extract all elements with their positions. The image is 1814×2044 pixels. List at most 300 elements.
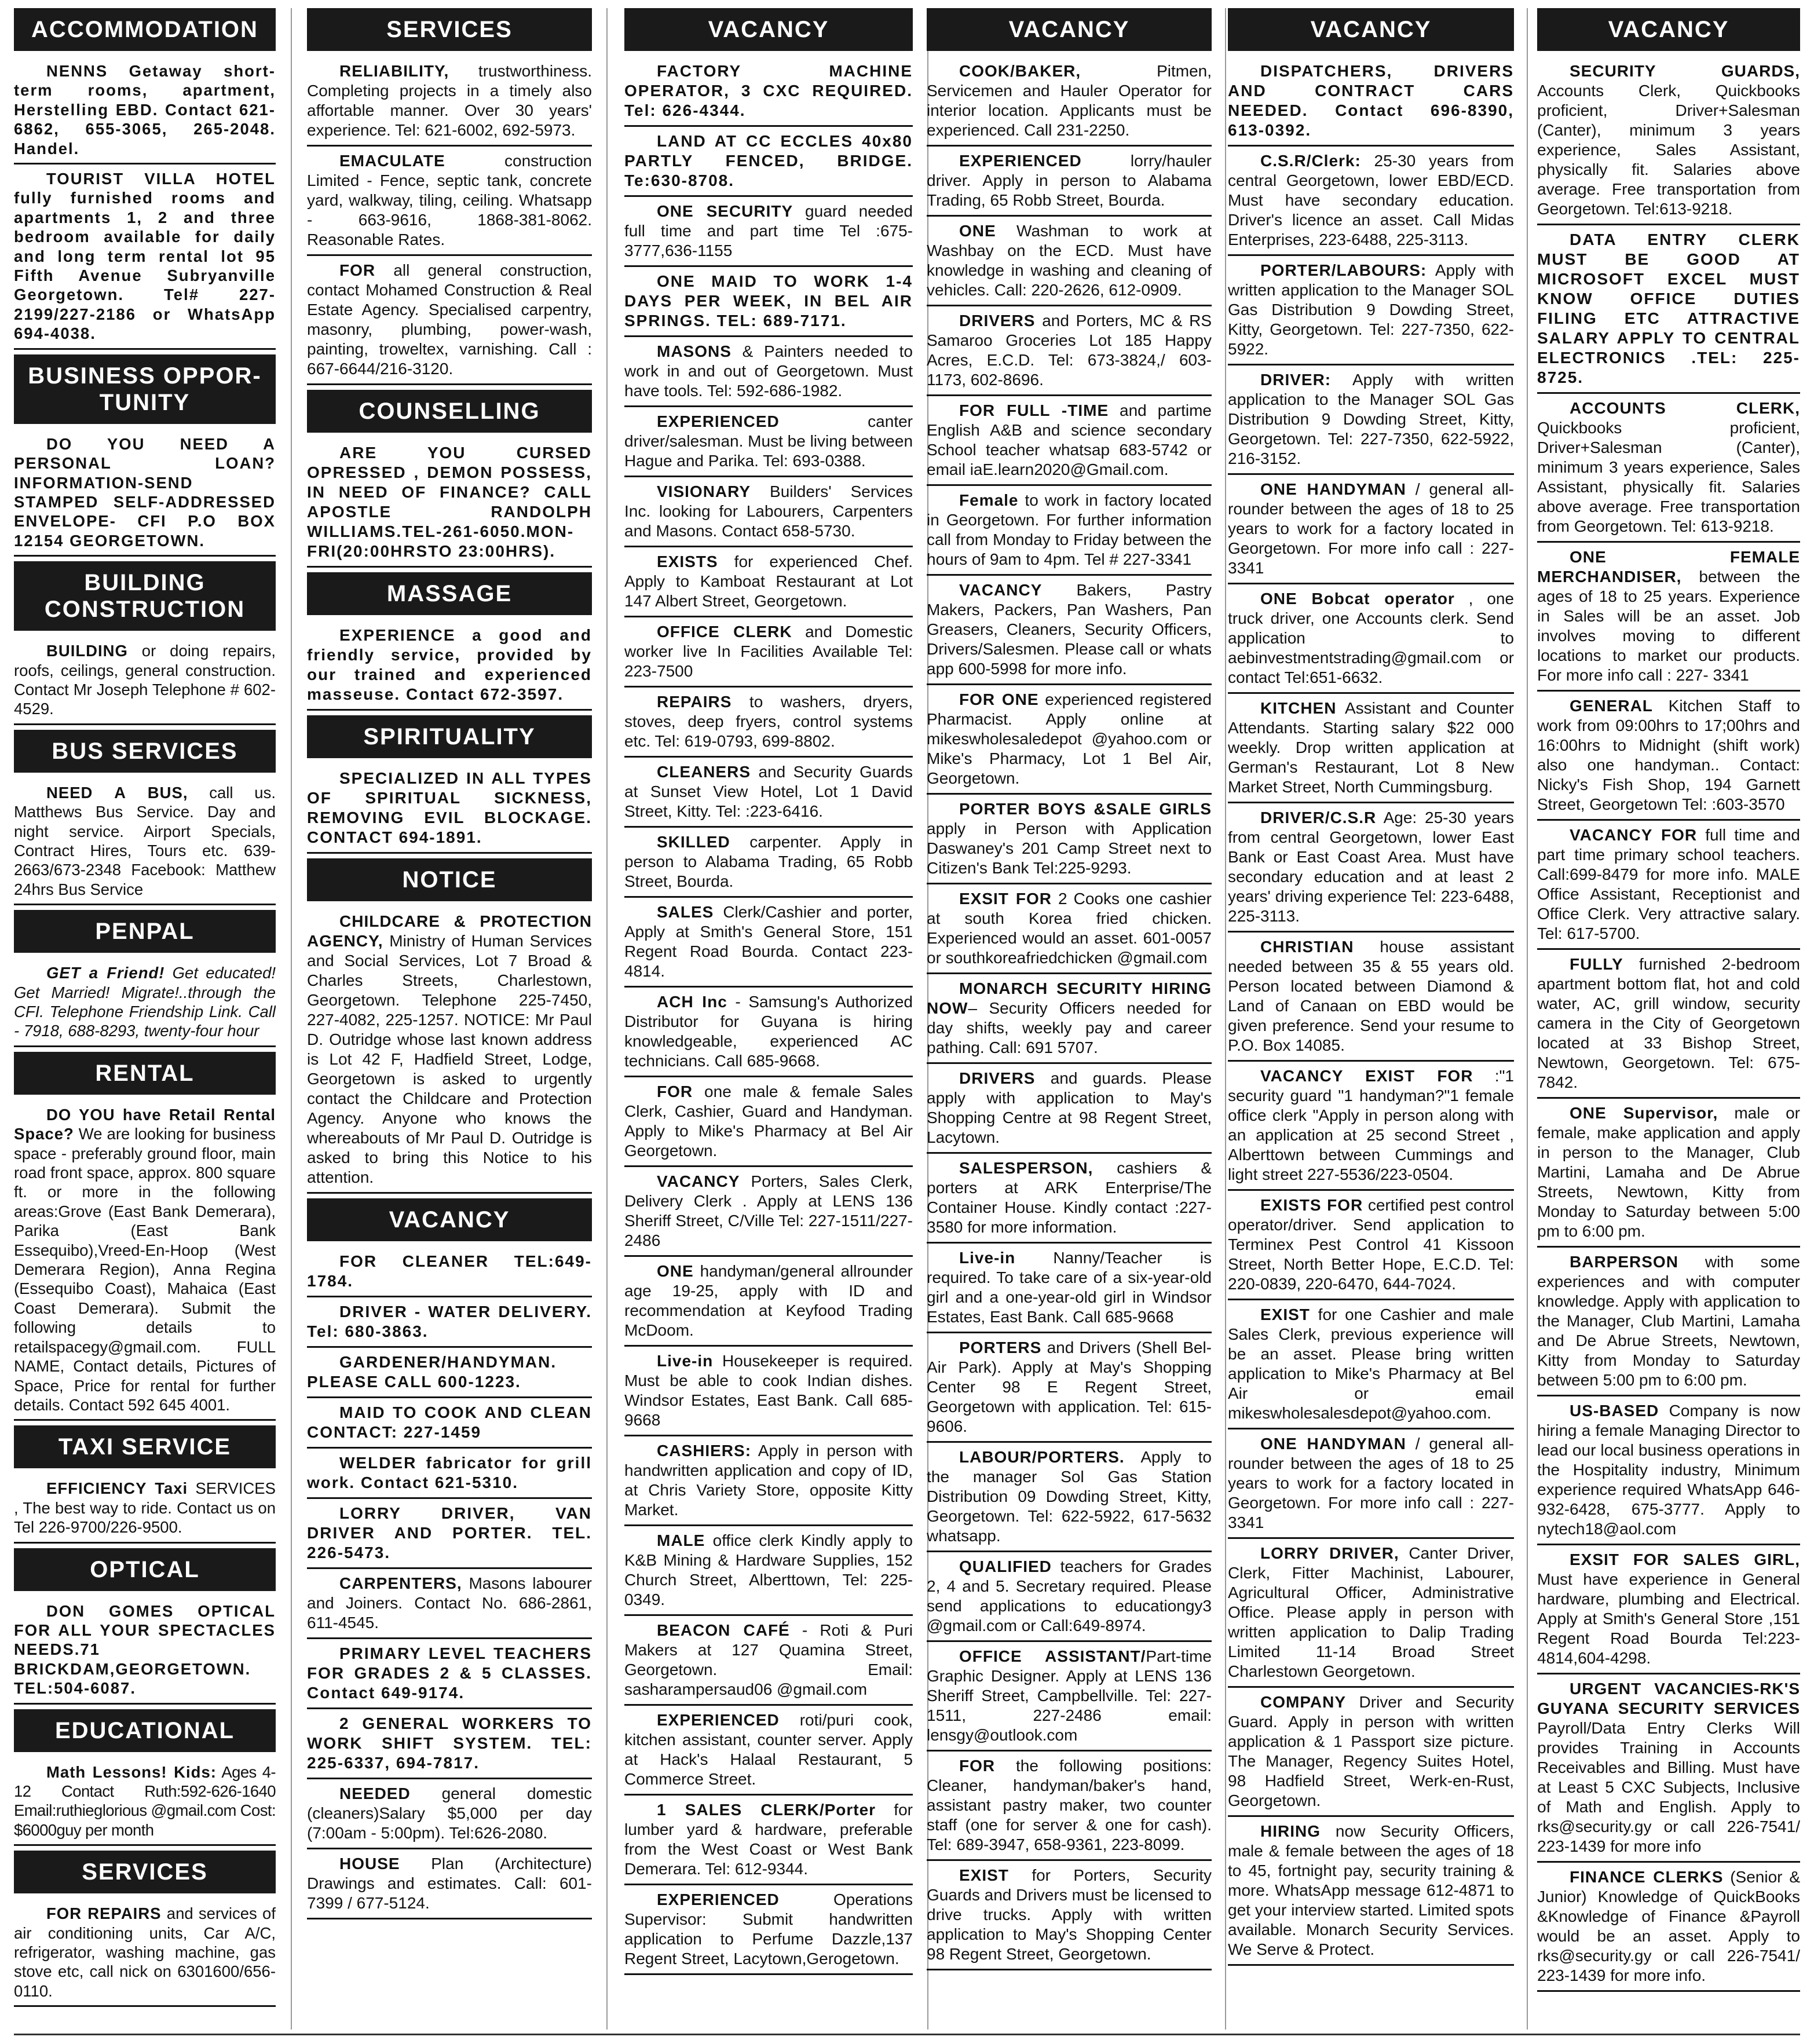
ad-text: handyman/general allrounder age 19-25, apply with ID and recommendation at Keyfood Trading McDoom. [624, 1262, 913, 1339]
ad-text: male or female, make application and apply in person to the Manager, Club Martini, Lamaha and De Abrue Streets, Newtown, Kitty from Monday to Saturday between 5:00 pm to 6:00 pm. [1537, 1104, 1800, 1240]
section-heading: BUILDING CONSTRUCTION [14, 561, 276, 631]
ad-text: SPECIALIZED IN ALL TYPES OF SPIRITUAL SICKNESS, REMOVING EVIL BLOCKAGE. CONTACT 694-1891. [307, 769, 592, 846]
section-heading: EDUCATIONAL [14, 1709, 276, 1752]
ad-text: Get educated! Get Married! Migrate!..through the CFI. Telephone Friendship Link. Call - 7918, 688-8293, twenty-four hour [14, 964, 276, 1040]
classified-ad [307, 1302, 592, 1348]
ad-lead: BARPERSON [1570, 1253, 1678, 1271]
classified-ad [1537, 547, 1800, 692]
classified-ad [14, 1601, 276, 1705]
classified-ad [307, 1504, 592, 1569]
classified-ad [927, 311, 1212, 396]
ad-text: - Roti & Puri Makers at 127 Quamina Street, Georgetown. Email: sasharampersaud06 @gmail.com [624, 1621, 913, 1698]
classified-ad [927, 799, 1212, 884]
column-divider [1527, 8, 1528, 2030]
ad-text: Apply with written application to the Manager SOL Gas Distribution 9 Dowding Street, Kitty, Georgetown. Tel: 227-7350, 622-5922. [1228, 261, 1514, 358]
ad-text: Housekeeper is required. Must be able to cook Indian dishes. Windsor Estates, East Bank. Call 685-9668 [624, 1352, 913, 1429]
ad-text: EXPERIENCE a good and friendly service, provided by our trained and experienced masseuse. Contact 672-3597. [307, 626, 592, 703]
ad-text: Must have experience in General hardware, plumbing and Electrical. Apply at Smith's General Store ,151 Regent Road Bourda Tel:223-4814,604-4298. [1537, 1570, 1800, 1667]
section-heading: ACCOMMODATION [14, 8, 276, 51]
ad-lead: 1 SALES CLERK/Porter [657, 1801, 876, 1819]
ad-text: Clerk/Cashier and porter, Apply at Smith's General Store, 151 Regent Road Bourda. Contact 223-4814. [624, 903, 913, 980]
ad-text: general domestic (cleaners)Salary $5,000 per day (7:00am - 5:00pm). Tel:626-2080. [307, 1785, 592, 1842]
classified-ad [624, 202, 913, 267]
ad-lead: DRIVERS [959, 312, 1036, 330]
ad-lead: RELIABILITY, [339, 62, 449, 80]
ad-text: , one truck driver, one Accounts clerk. Send application to aebinvestmentstrading@gmail.com or contact Tel:651-6632. [1228, 590, 1514, 686]
classified-ad [927, 1338, 1212, 1443]
ad-lead: CLEANERS [657, 763, 751, 781]
ad-text: Apply with written application to the Manager SOL Gas Distribution 9 Dowding Street, Kitty, Georgetown. Tel: 227-7350, 622-5922, 216-3152. [1228, 371, 1514, 467]
ad-lead: NEED A BUS, [46, 783, 188, 802]
ad-text: & Painters needed to work in and out of Georgetown. Must have tools. Tel: 592-686-1982. [624, 342, 913, 400]
classified-ad [624, 1172, 913, 1257]
section-heading: COUNSELLING [307, 390, 592, 433]
section-heading: OPTICAL [14, 1548, 276, 1591]
ad-lead: GENERAL [1570, 697, 1653, 715]
classified-ad [1537, 955, 1800, 1099]
ad-text: one male & female Sales Clerk, Cashier, Guard and Handyman. Apply to Mike's Pharmacy at Bel Air Georgetown. [624, 1083, 913, 1160]
column-5 [1228, 8, 1514, 2030]
ad-lead: Live-in [959, 1249, 1016, 1267]
ad-lead: EXSIT FOR SALES GIRL, [1570, 1551, 1800, 1568]
ad-lead: URGENT VACANCIES-RK'S GUYANA SECURITY SERVICES [1537, 1680, 1800, 1717]
ad-lead: MALE [657, 1531, 705, 1549]
ad-text: canter driver/salesman. Must be living between Hague and Parika. Tel: 693-0388. [624, 412, 913, 470]
ad-lead: EXPERIENCED [657, 412, 780, 430]
page-bottom-rule [14, 2034, 1800, 2035]
classified-ad [1537, 1252, 1800, 1396]
ad-lead: EXIST [1260, 1306, 1310, 1323]
classified-ad [1228, 61, 1514, 147]
ad-lead: ONE FEMALE MERCHANDISER, [1537, 548, 1800, 586]
classified-ad [624, 1890, 913, 1975]
classified-ad [1228, 1692, 1514, 1817]
ad-text: the following positions: Cleaner, handyman/baker's hand, assistant pastry maker, two counter staff (one for server & one for cash). Tel: 689-3947, 658-9361, 223-8099. [927, 1757, 1212, 1853]
ad-text: and services of air conditioning units, Car A/C, refrigerator, washing machine, gas stove etc, call nick on 6301600/656-0110. [14, 1904, 276, 2000]
classified-ad [14, 963, 276, 1047]
ad-lead: EXPERIENCED [657, 1891, 780, 1908]
ad-lead: CARPENTERS, [339, 1574, 462, 1592]
ad-lead: ACCOUNTS CLERK, [1570, 399, 1800, 417]
classified-ad [927, 1158, 1212, 1244]
ad-lead: VACANCY FOR [1570, 826, 1698, 844]
ad-text: Pitmen, Servicemen and Hauler Operator for interior location. Applicants must be experienced. Call 231-2250. [927, 62, 1212, 139]
ad-text: apply in Person with Application Daswaney's 201 Camp Street next to Citizen's Bank Tel:225-9293. [927, 820, 1212, 877]
ad-lead: EMACULATE [339, 152, 445, 170]
classified-ad [1537, 1103, 1800, 1248]
ad-text: now Security Officers, male & female between the ages of 18 to 45, fortnight pay, security training & more. WhatsApp message 612-4871 to get your interview started. Limited spots available. Monarch Security Services. We Serve & Protect. [1228, 1822, 1514, 1958]
classified-ad [927, 1866, 1212, 1970]
ad-text: all general construction, contact Mohamed Construction & Real Estate Agency. Specialised carpentry, masonry, plumbing, power-wash, painting, troweltex, varnishing. Call : 667-6644/216-3120. [307, 261, 592, 378]
ad-lead: DRIVERS [959, 1069, 1036, 1087]
ad-text: lorry/hauler driver. Apply in person to Alabama Trading, 65 Robb Street, Bourda. [927, 152, 1212, 209]
ad-lead: FULLY [1570, 955, 1623, 973]
ad-text: or doing repairs, roofs, ceilings, general construction. Contact Mr Joseph Telephone # 602-4529. [14, 642, 276, 718]
classified-ad [307, 1574, 592, 1639]
section-heading: VACANCY [1537, 8, 1800, 51]
ad-lead: DO YOU have Retail Rental Space? [14, 1105, 276, 1143]
ad-lead: SKILLED [657, 833, 730, 851]
classified-ad [624, 482, 913, 547]
classified-ad [1228, 808, 1514, 933]
ad-lead: EFFICIENCY Taxi [46, 1479, 188, 1498]
section-heading: SERVICES [14, 1851, 276, 1893]
ad-lead: EXISTS FOR [1260, 1196, 1363, 1214]
classified-ad [927, 580, 1212, 685]
ad-text: with some experiences and with computer knowledge. Apply with application to the Manager, Club Martini, Lamaha and De Abrue Streets, Newtown, Kitty from Monday to Saturday between 5:00 pm to 6:00 pm. [1537, 1253, 1800, 1389]
section-heading: VACANCY [1228, 8, 1514, 51]
ad-text: ARE YOU CURSED OPRESSED , DEMON POSSESS, IN NEED OF FINANCE? CALL APOSTLE RANDOLPH WILLIAMS.TEL-261-6050.MON-FRI(20:00HRSTO 23:00HRS). [307, 444, 592, 560]
ad-text: - Samsung's Authorized Distributor for Guyana is hiring knowledgeable, experienced AC technicians. Call 685-9668. [624, 993, 913, 1070]
ad-text: trustworthiness. Completing projects in a timely also affortable manner. Over 30 years' experience. Tel: 621-6002, 692-5973. [307, 62, 592, 139]
classified-ad [624, 1261, 913, 1347]
ad-text: Apply to the manager Sol Gas Station Distribution 09 Dowding Street, Kitty, Georgetown. Tel: 622-5922, 617-5632 whatsapp. [927, 1448, 1212, 1545]
ad-lead: BUILDING [46, 642, 128, 660]
section-heading: TAXI SERVICE [14, 1425, 276, 1468]
ad-text: and Security Guards at Sunset View Hotel, Lot 1 David Street, Kitty. Tel: :223-6416. [624, 763, 913, 820]
classified-ad [927, 491, 1212, 576]
ad-text: Builders' Services Inc. looking for Labourers, Carpenters and Masons. Contact 658-5730. [624, 482, 913, 540]
ad-text: :"1 security guard "1 handyman?"1 female office clerk "Apply in person along with an application at 25 second Street , Alberttown between Cummings and light street 227-5536/223-0504. [1228, 1067, 1514, 1183]
classified-ad [307, 1252, 592, 1297]
classified-ad [624, 1710, 913, 1796]
section-heading: PENPAL [14, 910, 276, 953]
ad-text: Apply in person with handwritten application and copy of ID, at Chris Variety Store, opposite Kitty Market. [624, 1442, 913, 1519]
ad-text: LAND AT CC ECCLES 40x80 PARTLY FENCED, BRIDGE. Te:630-8708. [624, 132, 913, 189]
column-1 [14, 8, 276, 2030]
column-6 [1537, 8, 1800, 2030]
ad-text: between the ages of 18 to 25 years. Experience in Sales will be an asset. Job involves moving to different locations to market our products. For more info call : 227- 3341 [1537, 568, 1800, 684]
ad-text: 2 Cooks one cashier at south Korea fried chicken. Experienced would an asset. 601-0057 or southkoreafriedchicken @gmail.com [927, 890, 1212, 967]
classified-ad [307, 912, 592, 1194]
classifieds-page [14, 8, 1800, 2035]
classified-ad [624, 762, 913, 828]
ad-lead: Female [959, 491, 1019, 509]
classified-ad [624, 832, 913, 898]
classified-ad [1228, 589, 1514, 694]
classified-ad [624, 622, 913, 688]
ad-lead: VACANCY EXIST FOR [1260, 1067, 1473, 1085]
classified-ad [927, 1557, 1212, 1642]
classified-ad [624, 1082, 913, 1167]
ad-lead: LABOUR/PORTERS. [959, 1448, 1125, 1466]
classified-ad [927, 979, 1212, 1064]
ad-text: construction Limited - Fence, septic tank, concrete yard, walkway, tiling, ceiling. Whatsapp - 663-9616, 1868-381-8062. Reasonable Rates. [307, 152, 592, 248]
ad-lead: EXPERIENCED [657, 1711, 780, 1729]
ad-text: Quickbooks proficient, Driver+Salesman (Canter), minimum 3 years experience, Sales Assistant, physically fit. Salaries above average. Free transportation from Georgetown. Tel: 613-9218. [1537, 419, 1800, 535]
ad-lead: C.S.R/Clerk: [1260, 152, 1361, 170]
column-divider [606, 8, 608, 2030]
section-heading: VACANCY [624, 8, 913, 51]
classified-ad [624, 272, 913, 337]
ad-lead: ONE Supervisor, [1570, 1104, 1718, 1122]
classified-ad [307, 769, 592, 854]
ad-text: Canter Driver, Clerk, Fitter Machinist, Labourer, Agricultural Officer, Administrative Office. Please apply in person with written application to Dalip Trading Limited 11-14 Broad Street Charlestown Georgetown. [1228, 1544, 1514, 1680]
ad-text: and Domestic worker live In Facilities Available Tel: 223-7500 [624, 623, 913, 680]
classified-ad [927, 401, 1212, 486]
classified-ad [14, 434, 276, 557]
classified-ad [14, 1904, 276, 2007]
ad-text: Assistant and Counter Attendants. Starting salary $22 000 weekly. Drop written application at German's Restaurant, Lot 8 New Market Street, North Cummingsburg. [1228, 699, 1514, 796]
ad-lead: OFFICE CLERK [657, 623, 792, 641]
ad-lead: FINANCE CLERKS [1570, 1868, 1724, 1886]
ad-lead: EXSIT FOR [959, 890, 1052, 908]
ad-lead: FOR [657, 1083, 693, 1100]
ad-lead: FOR FULL -TIME [959, 401, 1109, 419]
classified-ad [1228, 937, 1514, 1062]
classified-ad [307, 261, 592, 385]
ad-text: Operations Supervisor: Submit handwritten application to Perfume Dazzle,137 Regent Street, Lacytown,Gerogetown. [624, 1891, 913, 1968]
ad-text: certified pest control operator/driver. Send application to Terminex Pest Control 41 Kissoon Street, North Better Hope, E.C.D. Tel: 220-0839, 220-6470, 644-7024. [1228, 1196, 1514, 1293]
ad-text: PRIMARY LEVEL TEACHERS FOR GRADES 2 & 5 CLASSES. Contact 649-9174. [307, 1644, 592, 1702]
classified-ad [624, 552, 913, 617]
classified-ad [927, 1069, 1212, 1154]
classified-ad [307, 61, 592, 147]
ad-text: FACTORY MACHINE OPERATOR, 3 CXC REQUIRED. Tel: 626-4344. [624, 62, 913, 119]
ad-text: Accounts Clerk, Quickbooks proficient, Driver+Salesman (Canter), minimum 3 years experience, Sales Assistant, physically fit. Salaries above average. Free transportation from Georgetown. Tel:613-9218. [1537, 82, 1800, 218]
ad-text: Nanny/Teacher is required. To take care of a six-year-old girl and a one-year-old girl in Windsor Estates, East Bank. Call 685-9668 [927, 1249, 1212, 1326]
ad-lead: CHRISTIAN [1260, 938, 1354, 956]
ad-text: SERVICES , The best way to ride. Contact us on Tel 226-9700/226-9500. [14, 1479, 276, 1537]
classified-ad [1228, 261, 1514, 365]
classified-ad [927, 221, 1212, 306]
ad-text: and partime English A&B and science secondary School teacher whatsap 683-5742 or email iaE.learn2020@Gmail.com. [927, 401, 1212, 478]
ad-text: WELDER fabricator for grill work. Contact 621-5310. [307, 1454, 592, 1491]
column-divider [291, 8, 292, 2030]
section-heading: RENTAL [14, 1052, 276, 1095]
classified-ad [307, 1453, 592, 1499]
ad-lead: ONE [657, 1262, 694, 1280]
ad-text: Payroll/Data Entry Clerks Will provides Training in Accounts Receivables and Billing. Must have at Least 5 CXC Subjects, Inclusive of Math and English. Apply to rks@security.gy or call 226-7541/ 223-1439 for more info [1537, 1719, 1800, 1855]
ad-text: Ages 4-12 Contact Ruth:592-626-1640 Email:ruthieglorious @gmail.com Cost: $6000guy per month [14, 1763, 276, 1839]
classified-ad [624, 1441, 913, 1526]
ad-lead: EXPERIENCED [959, 152, 1082, 170]
classified-ad [927, 889, 1212, 974]
classified-ad [14, 1763, 276, 1846]
classified-ad [14, 1105, 276, 1421]
classified-ad [307, 443, 592, 568]
classified-ad [624, 902, 913, 988]
column-divider [1225, 8, 1226, 2030]
ad-text: and Porters, MC & RS Samaroo Groceries Lot 185 Happy Acres, E.C.D. Tel: 673-3824,/ 603-1173, 602-8696. [927, 312, 1212, 389]
section-heading: SERVICES [307, 8, 592, 51]
ad-text: Driver and Security Guard. Apply in person with written application & 1 Passport size picture. The Manager, Regency Suites Hotel, 98 Hadfield Street, Werk-en-Rust, Georgetown. [1228, 1693, 1514, 1809]
section-heading: VACANCY [927, 8, 1212, 51]
classified-ad [307, 1714, 592, 1779]
ad-text: FOR CLEANER TEL:649-1784. [307, 1252, 592, 1290]
ad-text: DON GOMES OPTICAL FOR ALL YOUR SPECTACLES NEEDS.71 BRICKDAM,GEORGETOWN. TEL:504-6087. [14, 1601, 276, 1698]
classified-ad [624, 131, 913, 197]
ad-text: GARDENER/HANDYMAN. PLEASE CALL 600-1223. [307, 1353, 557, 1391]
classified-ad [1228, 1305, 1514, 1429]
classified-ad [1228, 699, 1514, 803]
ad-text: full time and part time primary school teachers. Call:699-8479 for more info. MALE Office Assistant, Receptionist and Office Clerk. Very attractive salary. Tel: 617-5700. [1537, 826, 1800, 942]
classified-ad [927, 151, 1212, 217]
ad-lead: DRIVER/C.S.R [1260, 809, 1377, 827]
ad-lead: CASHIERS: [657, 1442, 752, 1460]
ad-lead: MASONS [657, 342, 732, 360]
ad-text: 25-30 years from central Georgetown, lower EBD/ECD. Must have secondary education. Driver's licence an asset. Call Midas Enterprises, 223-6488, 225-3113. [1228, 152, 1514, 248]
classified-ad [1537, 696, 1800, 821]
ad-lead: KITCHEN [1260, 699, 1337, 717]
classified-ad [624, 1351, 913, 1436]
ad-lead: EXIST [959, 1866, 1009, 1884]
ad-text: LORRY DRIVER, VAN DRIVER AND PORTER. TEL. 226-5473. [307, 1504, 592, 1562]
ad-text: Masons labourer and Joiners. Contact No. 686-2861, 611-4545. [307, 1574, 592, 1632]
ad-lead: US-BASED [1570, 1402, 1659, 1420]
ad-text: for experienced Chef. Apply to Kamboat Restaurant at Lot 147 Albert Street, Georgetown. [624, 553, 913, 610]
ad-text: – Security Officers needed for day shifts, weekly pay and career pathing. Call: 691 5707. [927, 999, 1212, 1056]
ad-lead: ONE HANDYMAN [1260, 1435, 1406, 1453]
ad-lead: ACH Inc [657, 993, 727, 1011]
ad-text: 2 GENERAL WORKERS TO WORK SHIFT SYSTEM. TEL: 225-6337, 694-7817. [307, 1714, 592, 1772]
ad-text: to washers, dryers, stoves, deep fryers, control systems etc. Tel: 619-0793, 699-8802. [624, 693, 913, 750]
ad-text: Age: 25-30 years from central Georgetown, lower East Bank or East Coast Area. Must have secondary education and at least 2 years' driving experience Tel: 223-6488, 225-3113. [1228, 809, 1514, 925]
classified-ad [927, 1248, 1212, 1333]
classified-ad [927, 1447, 1212, 1552]
ad-lead: FOR ONE [959, 690, 1039, 708]
classified-ad [307, 1403, 592, 1449]
ad-text: and guards. Please apply with application to May's Shopping Centre at 98 Regent Street, Lacytown. [927, 1069, 1212, 1146]
classified-ad [927, 61, 1212, 147]
classified-ad [1228, 1544, 1514, 1688]
section-heading: BUSINESS OPPOR-TUNITY [14, 354, 276, 424]
ad-text: (Senior & Junior) Knowledge of QuickBooks &Knowledge of Finance &Payroll would be an asset. Apply to rks@security.gy or call 226-7541/ 223-1439 for more info. [1537, 1868, 1800, 1984]
ad-lead: EXISTS [657, 553, 718, 571]
ad-lead: ONE SECURITY [657, 202, 793, 220]
section-heading: SPIRITUALITY [307, 715, 592, 758]
ad-lead: ONE [959, 222, 996, 240]
classified-ad [14, 169, 276, 350]
ad-lead: VACANCY [657, 1172, 740, 1190]
ad-lead: PORTERS [959, 1339, 1042, 1356]
ad-lead: VISIONARY [657, 482, 751, 500]
ad-lead: ONE HANDYMAN [1260, 480, 1406, 498]
ad-lead: REPAIRS [657, 693, 732, 711]
ad-text: roti/puri cook, kitchen assistant, counter server. Apply at Hack's Halaal Restaurant, 5 Commerce Street. [624, 1711, 913, 1788]
classified-ad [1228, 1434, 1514, 1539]
classified-ad [14, 1479, 276, 1543]
ad-text: ONE MAID TO WORK 1-4 DAYS PER WEEK, IN BEL AIR SPRINGS. TEL: 689-7171. [624, 272, 913, 330]
ad-text: Porters, Sales Clerk, Delivery Clerk . Apply at LENS 136 Sheriff Street, C/Ville Tel: 227-1511/227-2486 [624, 1172, 913, 1249]
ad-lead: FOR [959, 1757, 996, 1775]
classified-ad [1537, 1401, 1800, 1545]
ad-text: / general all-rounder between the ages of 18 to 25 years to work for a factory located in Georgetown. For more info call : 227- 3341 [1228, 480, 1514, 577]
ad-text: We are looking for business space - preferably ground floor, main road front space, approx. 800 square ft. or more in the following areas:Grove (East Bank Demerara), Parika (East Bank Essequibo),Vreed-En-Hoop (West Demerara Region), Anna Regina (Essequibo Coast), Mahaica (East Coast Demerara). Submit the following details to retailspacegy@gmail.com. FULL NAME, Contact details, Pictures of Space, Price for rental for further details. Contact 592 645 4001. [14, 1125, 276, 1414]
classified-ad [1228, 1195, 1514, 1300]
classified-ad [1228, 480, 1514, 584]
column-3 [624, 8, 913, 2030]
ad-text: furnished 2-bedroom apartment bottom flat, hot and cold water, AC, grill window, security camera in the City of Georgetown located at 33 Bishop Street, Newtown, Georgetown. Tel: 675-7842. [1537, 955, 1800, 1091]
classified-ad [624, 342, 913, 407]
ad-text: for lumber yard & hardware, preferable from the West Coast or West Bank Demerara. Tel: 612-9344. [624, 1801, 913, 1878]
ad-lead: ONE Bobcat operator [1260, 590, 1455, 608]
classified-ad [307, 1644, 592, 1709]
ad-lead: Live-in [657, 1352, 714, 1370]
classified-ad [624, 1800, 913, 1885]
ad-text: Ministry of Human Services and Social Services, Lot 7 Broad & Charles Streets, Charlestown, Georgetown. Telephone 225-7450, 227-4082, 225-1257. NOTICE: Mr Paul D. Outridge whose last known address is Lot 42 F, Hadfield Street, Lodge, Georgetown is asked to urgently contact the Childcare and Protection Agency. Anyone who knows the whereabouts of Mr Paul D. Outridge is asked to bring this Notice to his attention. [307, 932, 592, 1186]
column-2 [307, 8, 592, 2030]
classified-ad [1537, 398, 1800, 543]
classified-ad [927, 1756, 1212, 1861]
ad-lead: Math Lessons! Kids: [46, 1763, 217, 1781]
ad-text: Plan (Architecture) Drawings and estimates. Call: 601-7399 / 677-5124. [307, 1855, 592, 1912]
ad-text: for Porters, Security Guards and Drivers must be licensed to drive trucks. Apply with written application to May's Shopping Center 98 Regent Street, Georgetown. [927, 1866, 1212, 1963]
ad-lead: PORTER BOYS &SALE GIRLS [959, 800, 1212, 818]
ad-lead: HOUSE [339, 1855, 400, 1873]
ad-text: guard needed full time and part time Tel :675-3777,636-1155 [624, 202, 913, 259]
ad-lead: VACANCY [959, 581, 1043, 599]
section-heading: BUS SERVICES [14, 730, 276, 773]
ad-text: for one Cashier and male Sales Clerk, previous experience will be an asset. Please bring written application to Mike's Pharmacy at Bel Air or email mikeswholesalesdepot@yahoo.com. [1228, 1306, 1514, 1422]
classified-ad [14, 783, 276, 905]
ad-lead: OFFICE ASSISTANT/ [959, 1647, 1146, 1665]
section-heading: NOTICE [307, 858, 592, 901]
ad-lead: DRIVER: [1260, 371, 1332, 389]
ad-text: Company is now hiring a female Managing Director to lead our local business operations in the Hospitality industry, Minimum experience required WhatsApp 646-932-6428, 675-3777. Apply to nytech18@aol.com [1537, 1402, 1800, 1538]
ad-text: Bakers, Pastry Makers, Packers, Pan Washers, Pan Greasers, Cleaners, Security Officers, Drivers/Salesmen. Please call or whats app 600-5998 for more info. [927, 581, 1212, 678]
ad-lead: COOK/BAKER, [959, 62, 1081, 80]
ad-text: Washman to work at Washbay on the ECD. Must have knowledge in washing and cleaning of vehicles. Call: 220-2626, 612-0909. [927, 222, 1212, 299]
classified-ad [624, 692, 913, 758]
ad-text: DISPATCHERS, DRIVERS AND CONTRACT CARS NEEDED. Contact 696-8390, 613-0392. [1228, 62, 1514, 139]
ad-lead: FOR [339, 261, 376, 279]
classified-ad [1537, 1550, 1800, 1674]
ad-lead: PORTER/LABOURS: [1260, 261, 1427, 279]
classified-ad [14, 641, 276, 725]
classified-ad [307, 1352, 592, 1398]
classified-ad [1228, 151, 1514, 256]
ad-text: DRIVER - WATER DELIVERY. Tel: 680-3863. [307, 1303, 592, 1340]
classified-ad [624, 1531, 913, 1616]
ad-lead: MONARCH SECURITY HIRING NOW [927, 979, 1212, 1017]
ad-lead: GET a Friend! [46, 964, 165, 982]
ad-lead: SALESPERSON, [959, 1159, 1093, 1177]
ad-text: house assistant needed between 35 & 55 years old. Person located between Diamond & Land of Canaan on EBD would be given preference. Send your resume to P.O. Box 14085. [1228, 938, 1514, 1054]
classified-ad [1537, 230, 1800, 394]
classified-ad [307, 1784, 592, 1849]
classified-ad [927, 1647, 1212, 1752]
ad-text: / general all-rounder between the ages of 18 to 25 years to work for a factory located in Georgetown. For more info call : 227- 3341 [1228, 1435, 1514, 1531]
classified-ad [1537, 825, 1800, 950]
ad-text: and Drivers (Shell Bel-Air Park). Apply at May's Shopping Center 98 E Regent Street, Georgetown with application. Tel: 615-9606. [927, 1339, 1212, 1435]
ad-lead: SECURITY GUARDS, [1570, 62, 1800, 80]
ad-text: office clerk Kindly apply to K&B Mining & Hardware Supplies, 152 Church Street, Alberttown, Tel: 225-0349. [624, 1531, 913, 1608]
ad-text: to work in factory located in Georgetown. For further information call from Monday to Friday between the hours of 9am to 4pm. Tel # 227-3341 [927, 491, 1212, 568]
ad-text: DATA ENTRY CLERK MUST BE GOOD AT MICROSOFT EXCEL MUST KNOW OFFICE DUTIES FILING ETC ATTRACTIVE SALARY APPLY TO CENTRAL ELECTRONICS .TEL: 225-8725. [1537, 231, 1800, 386]
classified-ad [14, 61, 276, 164]
ad-lead: COMPANY [1260, 1693, 1347, 1711]
classified-ad [307, 151, 592, 256]
ad-text: Part-time Graphic Designer. Apply at LENS 136 Sheriff Street, Campbellville. Tel: 227-1511, 227-2486 email: lensgy@outlook.com [927, 1647, 1212, 1744]
classified-ad [927, 690, 1212, 795]
classified-ad [307, 626, 592, 711]
classified-ad [1228, 1066, 1514, 1191]
ad-text: NENNS Getaway short-term rooms, apartment, Herstelling EBD. Contact 621-6862, 655-3065, 265-2048. Handel. [14, 62, 276, 158]
classified-ad [624, 412, 913, 477]
classified-ad [307, 1854, 592, 1919]
classified-ad [1537, 61, 1800, 225]
ad-text: cashiers & porters at ARK Enterprise/The Container House. Kindly contact :227-3580 for more information. [927, 1159, 1212, 1236]
classified-ad [1537, 1679, 1800, 1863]
ad-text: carpenter. Apply in person to Alabama Trading, 65 Robb Street, Bourda. [624, 833, 913, 890]
classified-ad [624, 61, 913, 127]
classified-ad [1228, 1822, 1514, 1966]
classified-ad [624, 992, 913, 1077]
ad-lead: HIRING [1260, 1822, 1321, 1840]
ad-lead: CHILDCARE & PROTECTION AGENCY, [307, 912, 592, 950]
ad-lead: NEEDED [339, 1785, 411, 1802]
